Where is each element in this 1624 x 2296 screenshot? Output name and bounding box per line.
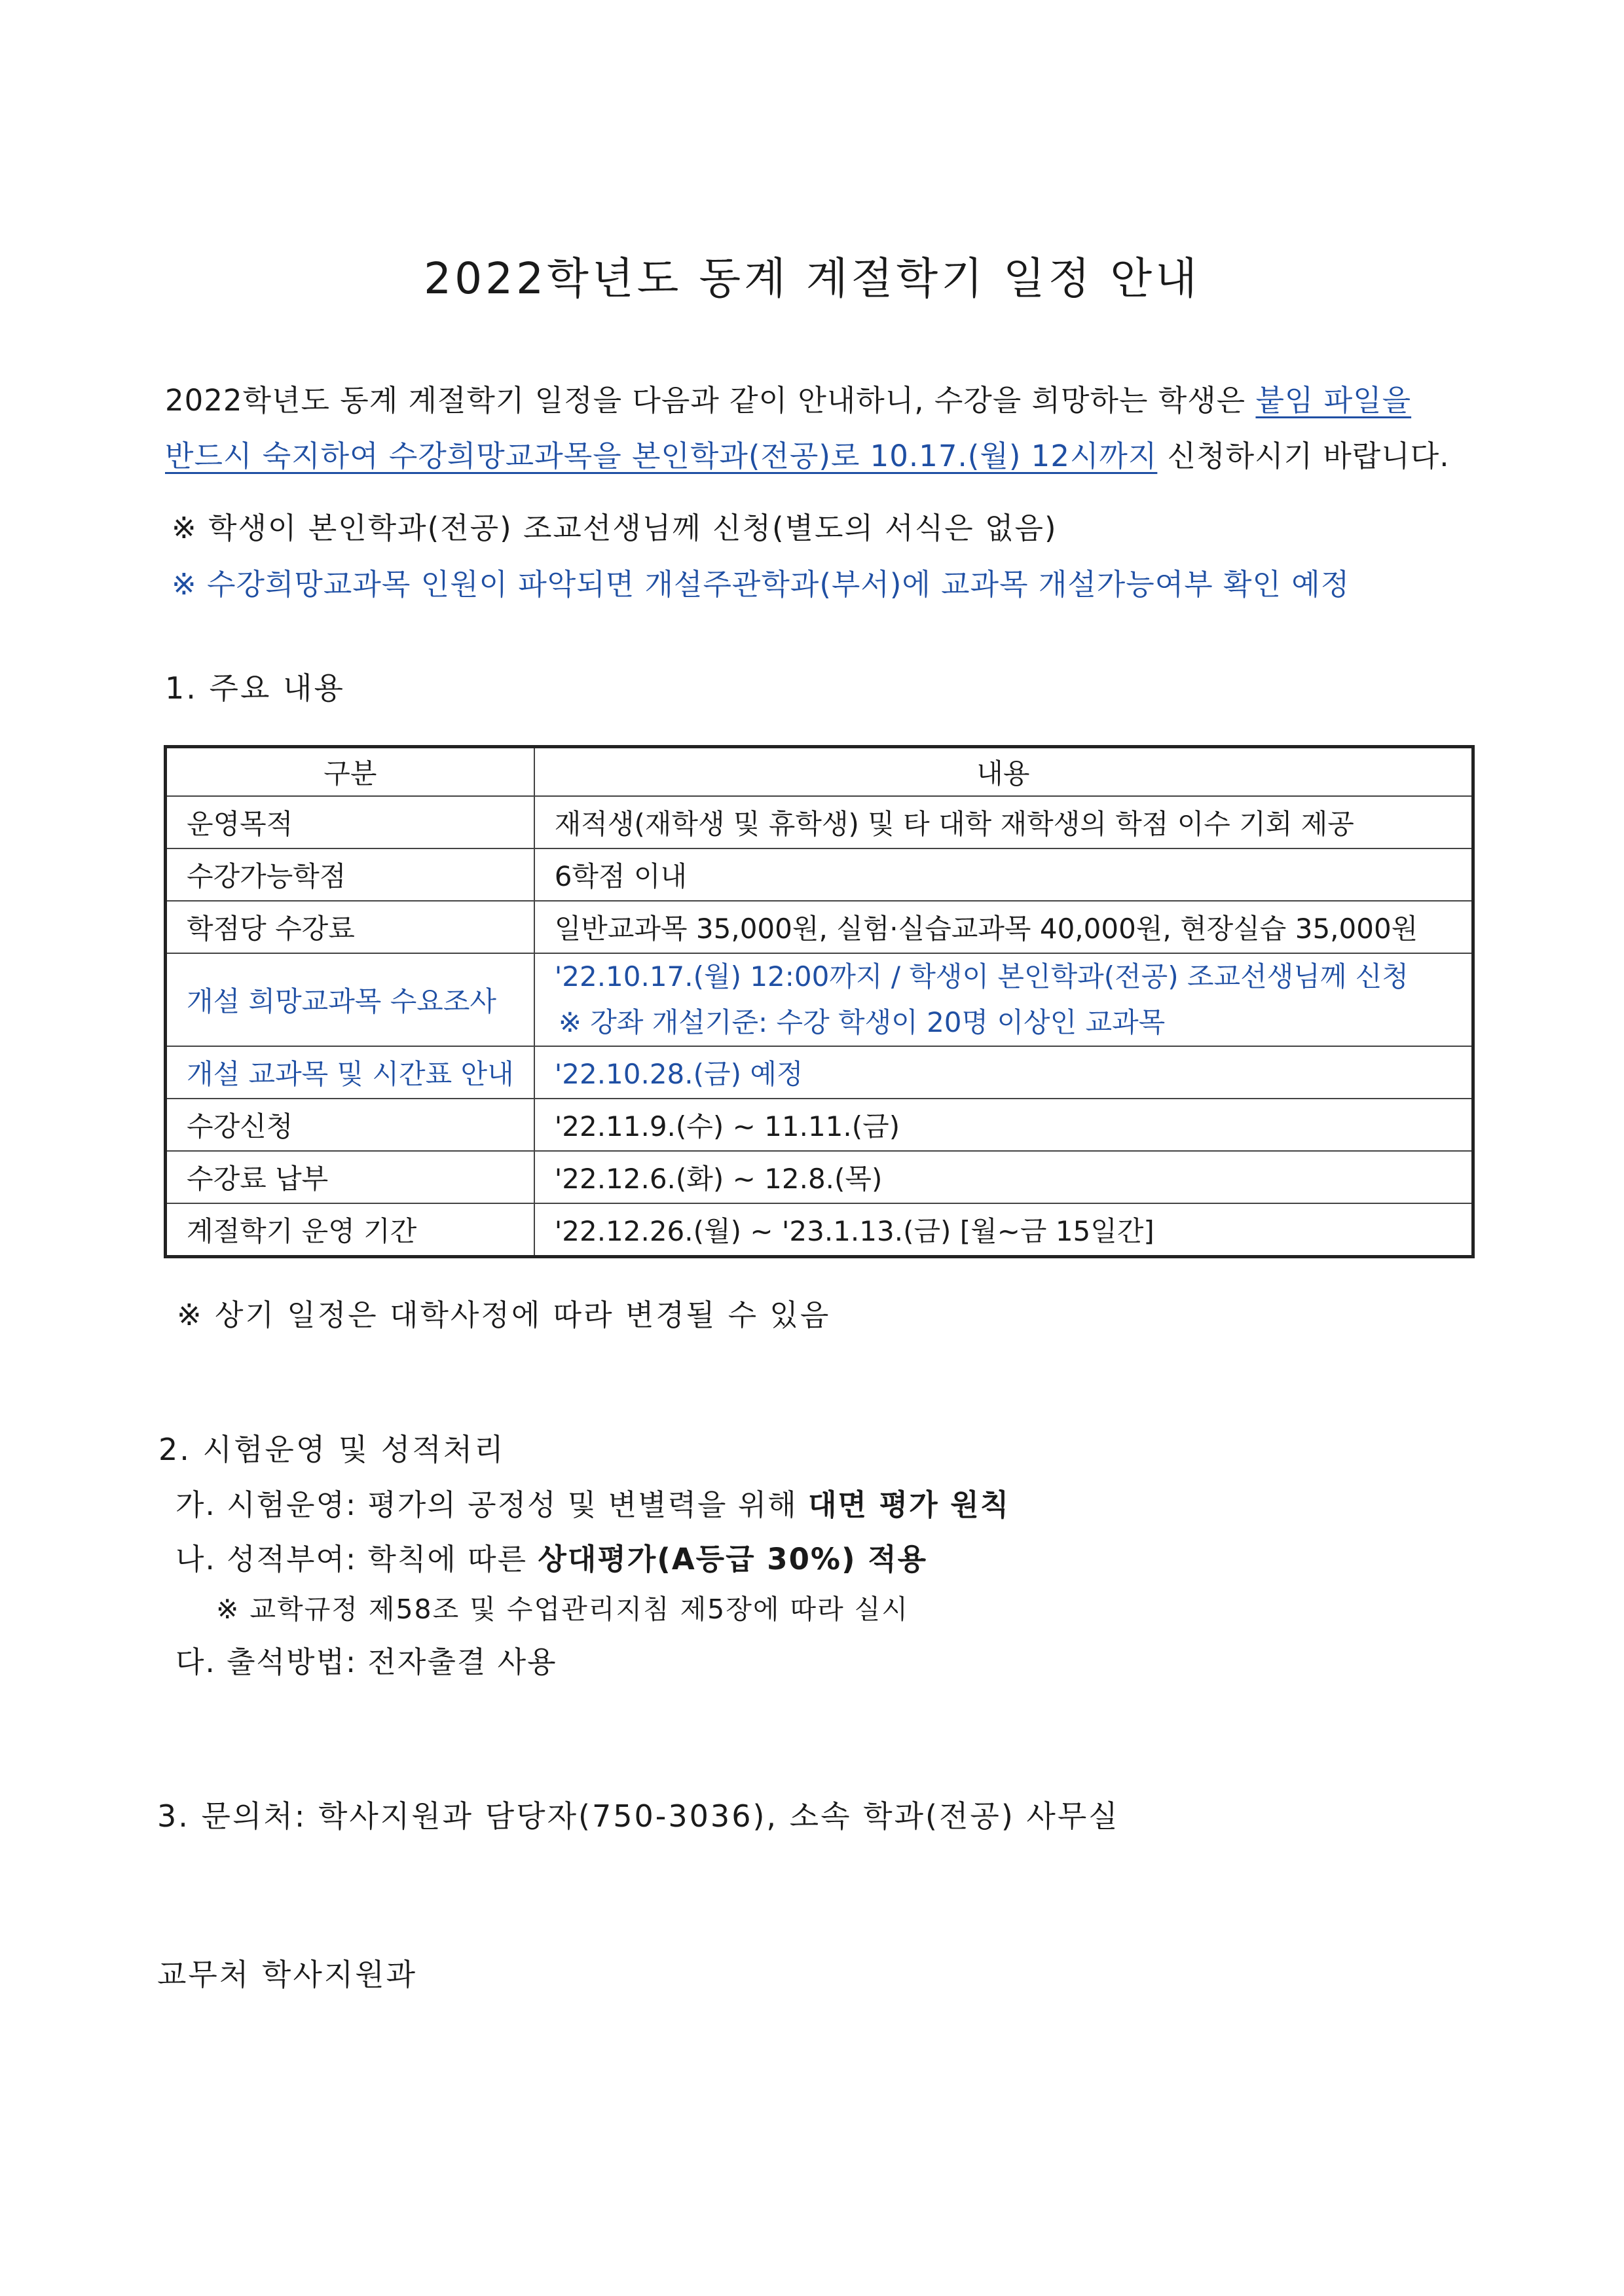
document-title: 2022학년도 동계 계절학기 일정 안내 bbox=[424, 253, 1200, 304]
table-header-row bbox=[166, 747, 1473, 797]
row-label: 학점당 수강료 bbox=[166, 901, 534, 953]
row-label: 수강료 납부 bbox=[166, 1151, 534, 1203]
intro-line-1 bbox=[165, 376, 1411, 419]
table-row bbox=[166, 848, 1473, 901]
intro-text: 신청하시기 바랍니다. bbox=[1157, 439, 1450, 473]
row-content: '22.12.6.(화) ~ 12.8.(목) bbox=[534, 1151, 1473, 1203]
table-row bbox=[166, 1099, 1473, 1151]
row-label: 수강신청 bbox=[166, 1099, 534, 1151]
row-content: 6학점 이내 bbox=[534, 848, 1473, 901]
row-content bbox=[534, 953, 1473, 1046]
note-apply: ※ 학생이 본인학과(전공) 조교선생님께 신청(별도의 서식은 없음) bbox=[172, 511, 1058, 545]
row-label: 수강가능학점 bbox=[166, 848, 534, 901]
table-row bbox=[166, 901, 1473, 953]
table-row bbox=[166, 953, 1473, 1046]
item-text: 가. 시험운영: 평가의 공정성 및 변별력을 위해 bbox=[175, 1487, 809, 1522]
row-content: '22.12.26.(월) ~ '23.1.13.(금) [월~금 15일간] bbox=[534, 1203, 1473, 1257]
intro-highlight: 반드시 숙지하여 수강희망교과목을 본인학과(전공)로 10.17.(월) 12시까지 bbox=[165, 439, 1158, 473]
schedule-footnote: ※ 상기 일정은 대학사정에 따라 변경될 수 있음 bbox=[177, 1298, 831, 1332]
row-content-line: '22.10.17.(월) 12:00까지 / 학생이 본인학과(전공) 조교선생님께 신청 bbox=[554, 960, 1409, 993]
section-2-item-c: 다. 출석방법: 전자출결 사용 bbox=[175, 1645, 557, 1679]
intro-line-2 bbox=[165, 432, 1450, 475]
table-row bbox=[166, 1151, 1473, 1203]
item-text: 나. 성적부여: 학칙에 따른 bbox=[175, 1542, 538, 1576]
item-emphasis: 상대평가(A등급 30%) 적용 bbox=[538, 1542, 928, 1576]
intro-text: 2022학년도 동계 계절학기 일정을 다음과 같이 안내하니, 수강을 희망하는 학생은 bbox=[165, 383, 1256, 418]
intro-highlight: 붙임 파일을 bbox=[1255, 383, 1412, 418]
table-header: 구분 bbox=[166, 747, 534, 797]
section-2-heading: 2. 시험운영 및 성적처리 bbox=[158, 1432, 506, 1467]
table-row bbox=[166, 796, 1473, 848]
table-row bbox=[166, 1203, 1473, 1257]
issuing-office: 교무처 학사지원과 bbox=[157, 1957, 418, 1992]
row-label: 계절학기 운영 기간 bbox=[166, 1203, 534, 1257]
row-label: 운영목적 bbox=[166, 796, 534, 848]
schedule-table bbox=[164, 745, 1475, 1258]
table-header: 내용 bbox=[534, 747, 1473, 797]
row-content: '22.10.28.(금) 예정 bbox=[534, 1046, 1473, 1099]
note-check: ※ 수강희망교과목 인원이 파악되면 개설주관학과(부서)에 교과목 개설가능여부 확인 예정 bbox=[172, 567, 1350, 602]
item-emphasis: 대면 평가 원칙 bbox=[808, 1487, 1010, 1522]
row-content-line: ※ 강좌 개설기준: 수강 학생이 20명 이상인 교과목 bbox=[558, 1006, 1166, 1038]
row-label: 개설 교과목 및 시간표 안내 bbox=[166, 1046, 534, 1099]
row-label: 개설 희망교과목 수요조사 bbox=[166, 953, 534, 1046]
section-2-item-b bbox=[175, 1535, 927, 1578]
section-1-heading: 1. 주요 내용 bbox=[165, 670, 345, 706]
row-content: 일반교과목 35,000원, 실험·실습교과목 40,000원, 현장실습 35,000원 bbox=[534, 901, 1473, 953]
section-2-item-b-note: ※ 교학규정 제58조 및 수업관리지침 제5장에 따라 실시 bbox=[216, 1594, 909, 1625]
section-2-item-a bbox=[175, 1481, 1010, 1523]
section-3-contact: 3. 문의처: 학사지원과 담당자(750-3036), 소속 학과(전공) 사무실 bbox=[157, 1798, 1120, 1834]
row-content: 재적생(재학생 및 휴학생) 및 타 대학 재학생의 학점 이수 기회 제공 bbox=[534, 796, 1473, 848]
row-content: '22.11.9.(수) ~ 11.11.(금) bbox=[534, 1099, 1473, 1151]
table-row bbox=[166, 1046, 1473, 1099]
